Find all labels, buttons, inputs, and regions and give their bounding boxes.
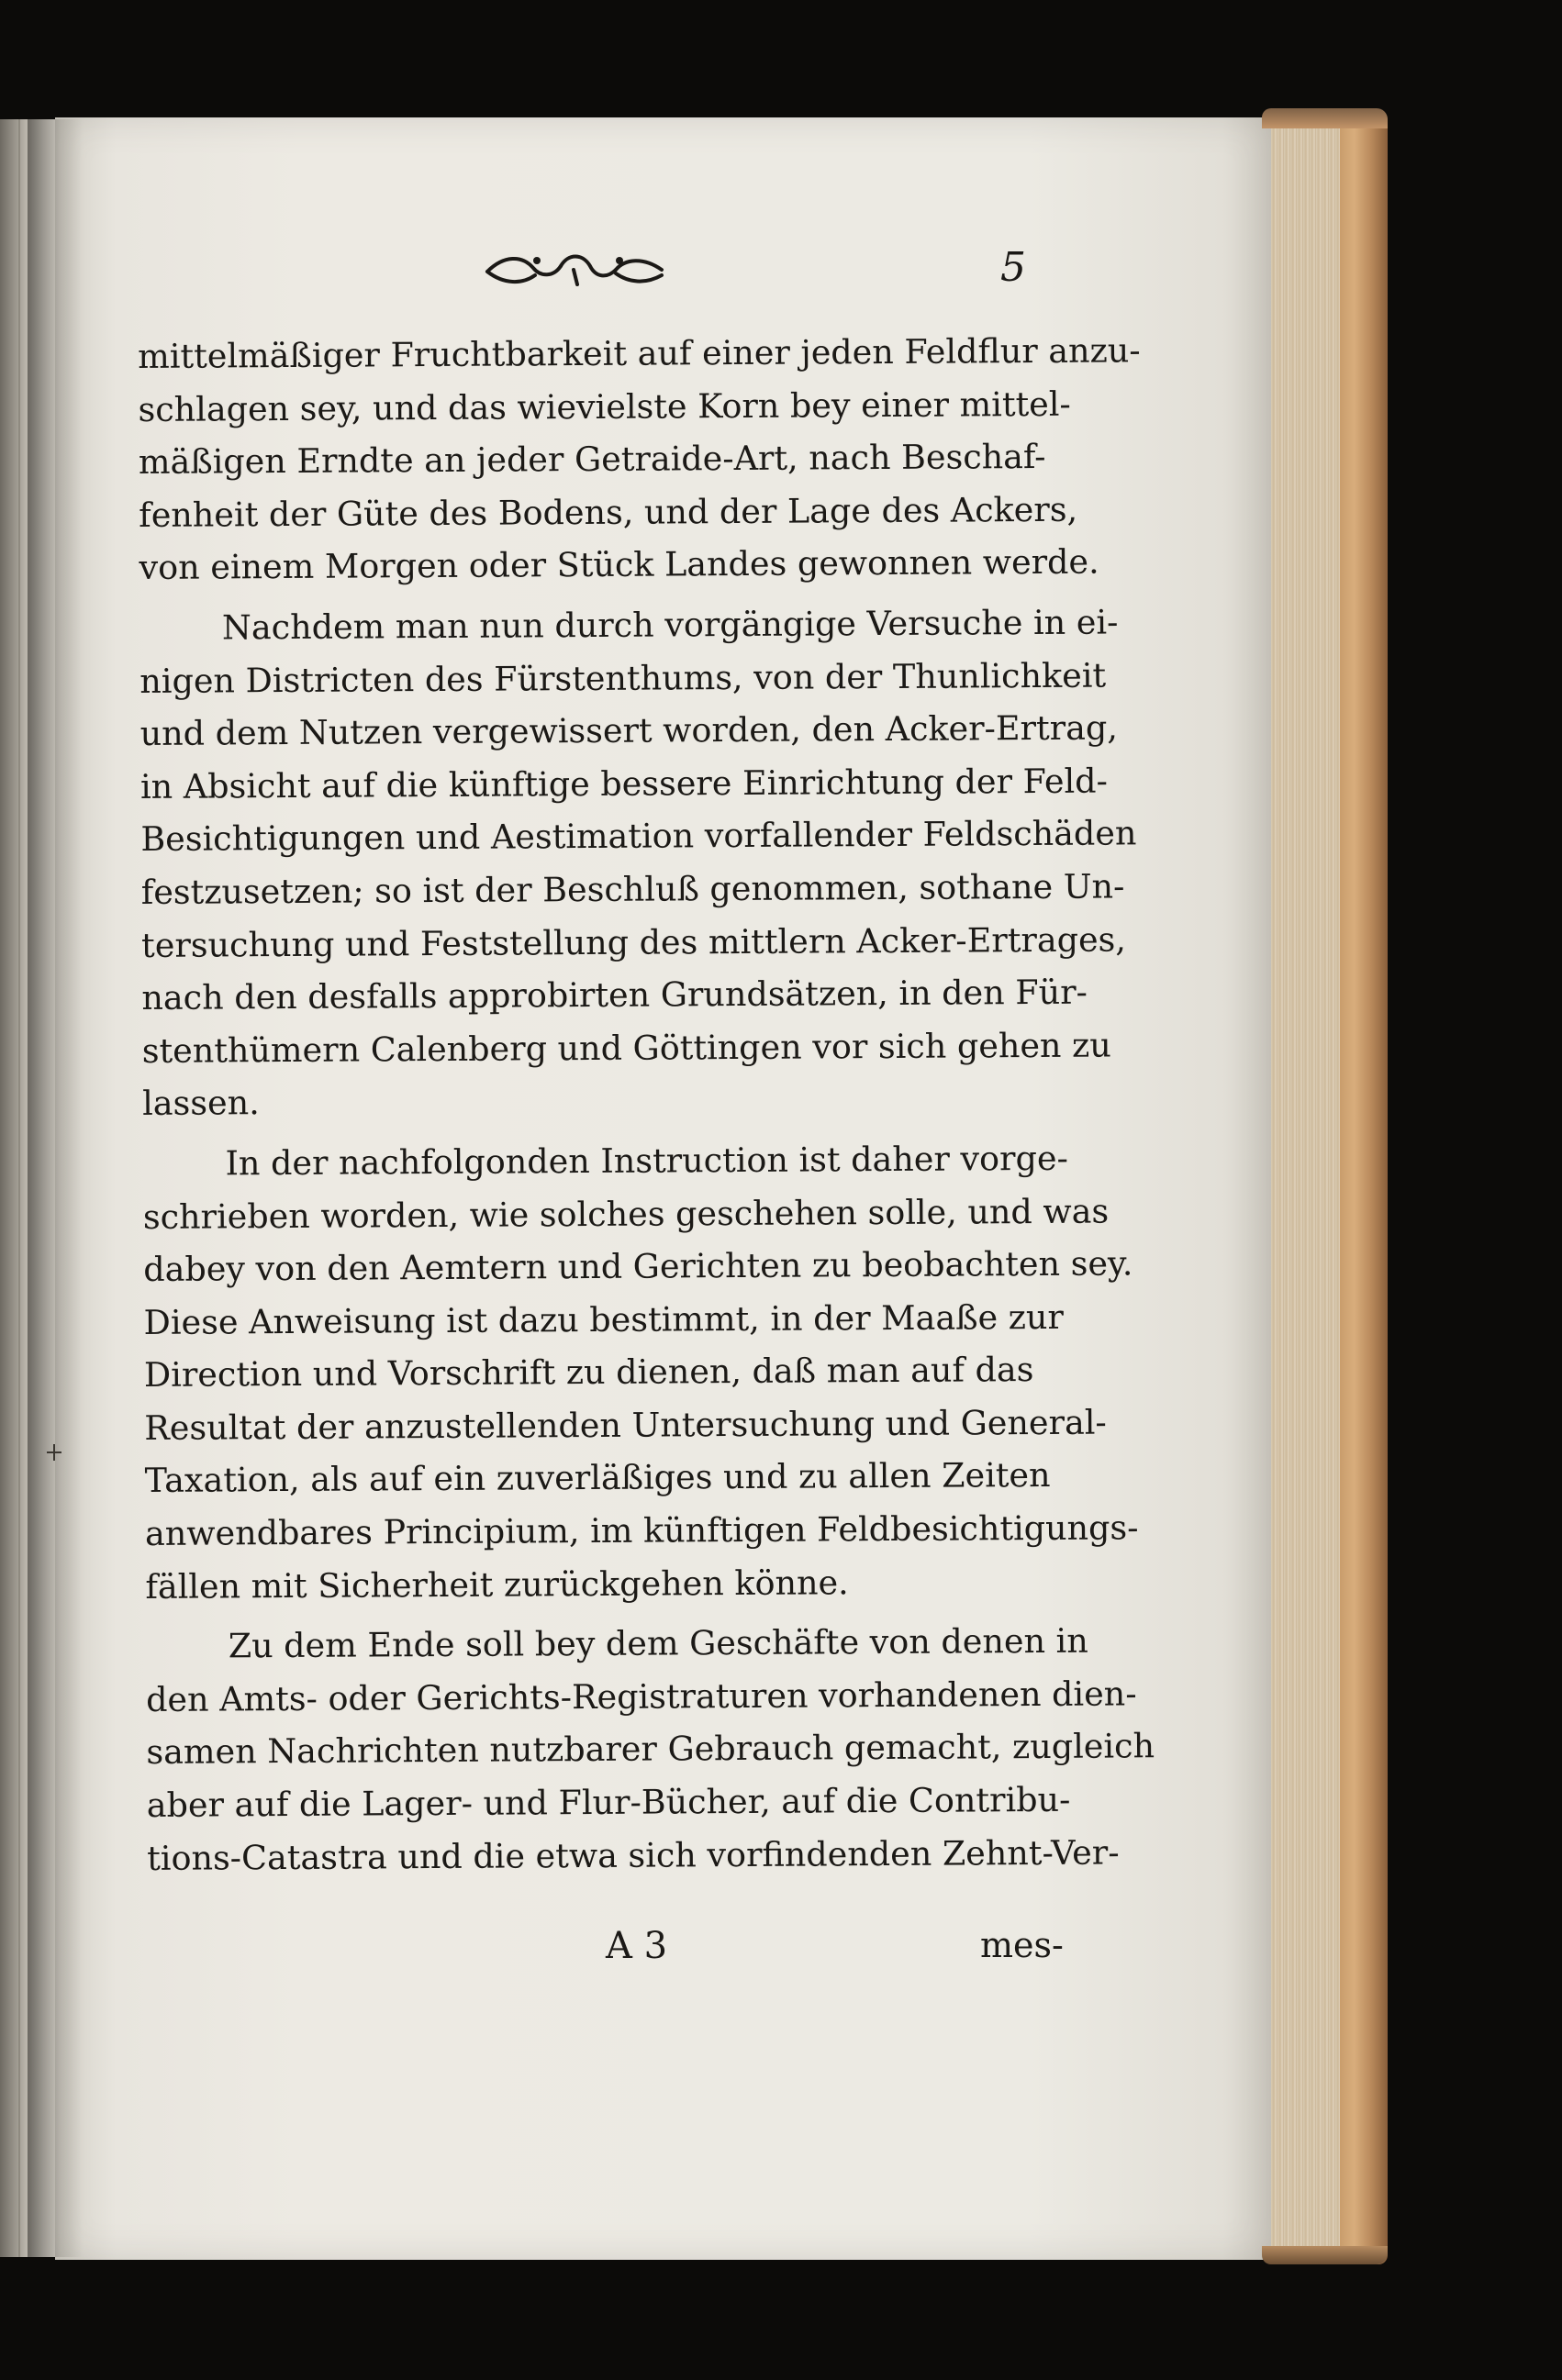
text-line: Resultat der anzustellenden Untersuchung und General- (144, 1402, 1107, 1448)
page-number: 5 (1000, 244, 1026, 291)
book-cover-bottom (1262, 2246, 1388, 2264)
text-line: anwendbares Principium, im künftigen Feldbesichtigungs- (144, 1507, 1139, 1554)
paragraph-2 (139, 596, 1137, 1130)
text-line: dabey von den Aemtern und Gerichten zu beobachten sey. (143, 1243, 1133, 1290)
text-line: in Absicht auf die künftige bessere Einrichtung der Feld- (139, 761, 1109, 806)
paragraph-1 (138, 325, 1141, 595)
page-stack-edge (1271, 110, 1344, 2262)
text-line: stenthümern Calenberg und Göttingen vor sich gehen zu (141, 1025, 1111, 1071)
text-line: Taxation, als auf ein zuverläßiges und zu allen Zeiten (144, 1455, 1051, 1501)
book-cover-edge (1340, 117, 1388, 2264)
text-line: In der nachfolgonden Instruction ist daher vorge- (225, 1138, 1068, 1184)
text-line: tersuchung und Feststellung des mittlern Acker-Ertrages, (140, 918, 1127, 965)
catchword: mes- (980, 1925, 1064, 1965)
text-line: mittelmäßiger Fruchtbarkeit auf einer jeden Feldflur anzu- (138, 330, 1141, 376)
text-line: nach den desfalls approbirten Grundsätzen, in den Für- (141, 972, 1088, 1018)
text-line: lassen. (142, 1083, 260, 1124)
text-line: festzusetzen; so ist der Beschluß genommen, sothane Un- (140, 866, 1125, 912)
text-line: samen Nachrichten nutzbarer Gebrauch gemacht, zugleich (146, 1726, 1155, 1773)
paragraph-3 (142, 1132, 1139, 1613)
text-line: schrieben worden, wie solches geschehen solle, und was (142, 1191, 1110, 1237)
text-line: nigen Districten des Fürstenthums, von der Thunlichkeit (139, 655, 1107, 701)
text-line: von einem Morgen oder Stück Landes gewonnen werde. (139, 541, 1099, 588)
text-line: Besichtigungen und Aestimation vorfallender Feldschäden (140, 813, 1137, 860)
text-line: und dem Nutzen vergewissert worden, den Acker-Ertrag, (139, 707, 1119, 754)
text-line: Diese Anweisung ist dazu bestimmt, in der Maaße zur (143, 1296, 1065, 1342)
text-line: tions-Catastra und die etwa sich vorfindenden Zehnt-Ver- (147, 1832, 1120, 1878)
book-gutter (28, 119, 83, 2257)
text-line: den Amts- oder Gerichts-Registraturen vorhandenen dien- (145, 1674, 1137, 1719)
margin-cross-mark (44, 1442, 64, 1462)
text-line: Direction und Vorschrift zu dienen, daß man auf das (143, 1350, 1034, 1396)
page-body-text (138, 325, 1155, 1885)
text-line: schlagen sey, und das wievielste Korn bey einer mittel- (138, 384, 1071, 429)
text-line: Zu dem Ende soll bey dem Geschäfte von denen in (228, 1620, 1088, 1666)
text-line: aber auf die Lager- und Flur-Bücher, auf die Contribu- (146, 1779, 1071, 1826)
text-line: fenheit der Güte des Bodens, und der Lage des Ackers, (139, 489, 1078, 535)
paragraph-4 (145, 1615, 1155, 1885)
text-line: mäßigen Erndte an jeder Getraide-Art, nach Beschaf- (138, 437, 1046, 483)
decorative-flourish-ornament (482, 248, 670, 294)
book-cover-top (1262, 108, 1388, 128)
text-line: Nachdem man nun durch vorgängige Versuche in ei- (221, 602, 1119, 648)
signature-mark: A 3 (606, 1925, 668, 1967)
text-line: fällen mit Sicherheit zurückgehen könne. (145, 1562, 849, 1607)
